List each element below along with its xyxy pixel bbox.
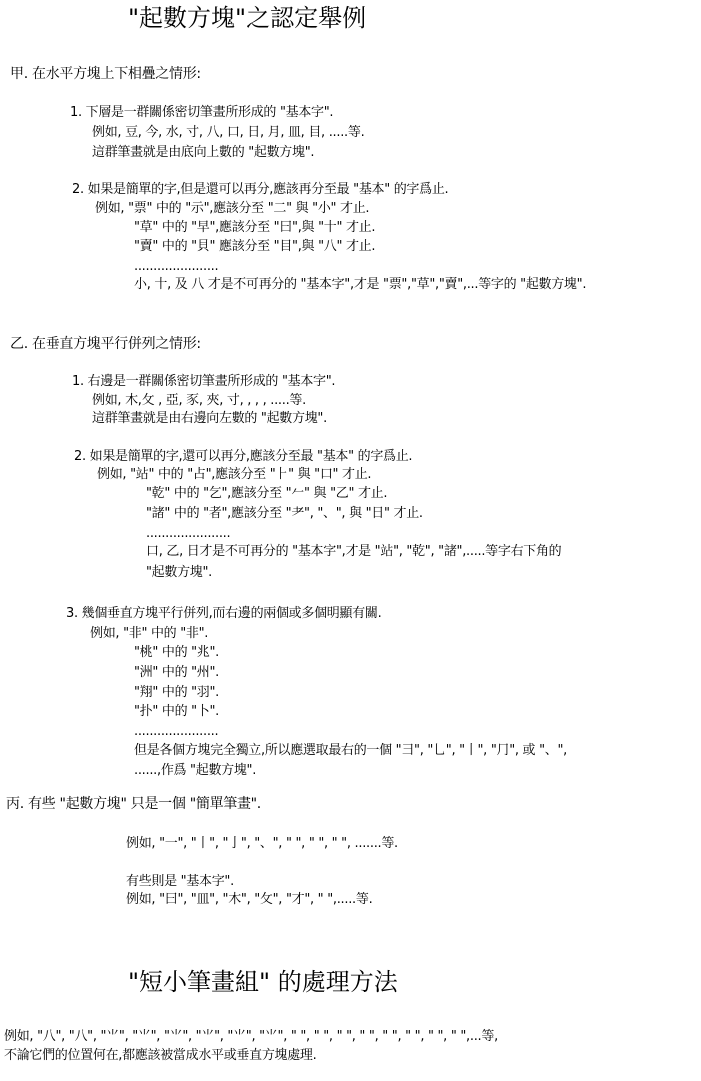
- jia-item1-line1: 1. 下層是一群關係密切筆畫所形成的 "基本字".: [70, 105, 334, 120]
- yi-item2-line7: "起數方塊".: [146, 565, 212, 580]
- yi-item2-dots: ......................: [146, 526, 231, 541]
- yi-item3-line4: "洲" 中的 "州".: [134, 665, 220, 680]
- bing-line1: 例如, "一", "丨", "亅", "、", " ", " ", " ", .......等.: [126, 836, 398, 851]
- yi-item3-line1: 3. 幾個垂直方塊平行併列,而右邊的兩個或多個明顯有關.: [66, 606, 382, 621]
- jia-item1-line2: 例如, 豆, 今, 水, 寸, 八, 口, 日, 月, 皿, 目, .....等.: [92, 125, 365, 140]
- yi-item2-line2: 例如, "站" 中的 "占",應該分至 "⺊" 與 "口" 才止.: [97, 467, 372, 482]
- jia-item2-line1: 2. 如果是簡單的字,但是還可以再分,應該再分至最 "基本" 的字爲止.: [72, 182, 449, 197]
- section-jia-heading: 甲. 在水平方塊上下相疊之情形:: [10, 66, 201, 82]
- bing-line2: 有些則是 "基本字".: [126, 874, 234, 889]
- section-subtitle: "短小筆畫組" 的處理方法: [128, 968, 398, 996]
- section-yi-heading: 乙. 在垂直方塊平行併列之情形:: [10, 336, 201, 352]
- jia-item2-line4: "賣" 中的 "貝" 應該分至 "目",與 "八" 才止.: [134, 239, 376, 254]
- bing-line3: 例如, "曰", "皿", "木", "攵", "才", " ",.....等.: [126, 892, 373, 907]
- yi-item1-line3: 這群筆畫就是由右邊向左數的 "起數方塊".: [92, 411, 327, 426]
- section-bing-heading: 丙. 有些 "起數方塊" 只是一個 "簡單筆畫".: [6, 796, 261, 812]
- yi-item1-line1: 1. 右邊是一群關係密切筆畫所形成的 "基本字".: [72, 374, 336, 389]
- yi-item3-line3: "桃" 中的 "兆".: [134, 645, 220, 660]
- page-title: "起數方塊"之認定舉例: [128, 4, 367, 32]
- yi-item2-line6: 口, 乙, 日才是不可再分的 "基本字",才是 "站", "乾", "諸",.....等字右下角的: [146, 544, 562, 559]
- yi-item3-line8: 但是各個方塊完全獨立,所以應選取最右的一個 "⺕", "乚", "丨", "⺆", 或 "、",: [134, 743, 567, 758]
- footer-line1: 例如, "八", "八", "⺌", "⺌", "⺌", "⺌", "⺌", "⺌", " ", " ", " ", " ", " ", " ", " ", " ",...等,: [4, 1029, 498, 1044]
- jia-item2-line6: 小, 十, 及 八 才是不可再分的 "基本字",才是 "票","草","賣",...等字的 "起數方塊".: [134, 277, 587, 292]
- yi-item2-line3: "乾" 中的 "乞",應該分至 "𠂉" 與 "乙" 才止.: [146, 486, 388, 501]
- jia-item2-line3: "草" 中的 "早",應該分至 "曰",與 "十" 才止.: [134, 220, 376, 235]
- yi-item2-line4: "諸" 中的 "者",應該分至 "耂", "、", 與 "日" 才止.: [146, 506, 423, 521]
- jia-item2-line2: 例如, "票" 中的 "示",應該分至 "二" 與 "小" 才止.: [95, 201, 370, 216]
- jia-item2-dots: ......................: [134, 259, 219, 274]
- yi-item3-line2: 例如, "非" 中的 "非".: [90, 626, 209, 641]
- footer-line2: 不論它們的位置何在,都應該被當成水平或垂直方塊處理.: [4, 1048, 317, 1063]
- jia-item1-line3: 這群筆畫就是由底向上數的 "起數方塊".: [92, 145, 315, 160]
- yi-item3-line5: "翔" 中的 "羽".: [134, 685, 220, 700]
- yi-item3-dots: ......................: [134, 724, 219, 739]
- yi-item1-line2: 例如, 木,攵 , 亞, 豕, 夾, 寸, , , , .....等.: [92, 393, 306, 408]
- yi-item2-line1: 2. 如果是簡單的字,還可以再分,應該分至最 "基本" 的字爲止.: [74, 449, 413, 464]
- yi-item3-line9: ......,作爲 "起數方塊".: [134, 763, 257, 778]
- yi-item3-line6: "扑" 中的 "卜".: [134, 704, 220, 719]
